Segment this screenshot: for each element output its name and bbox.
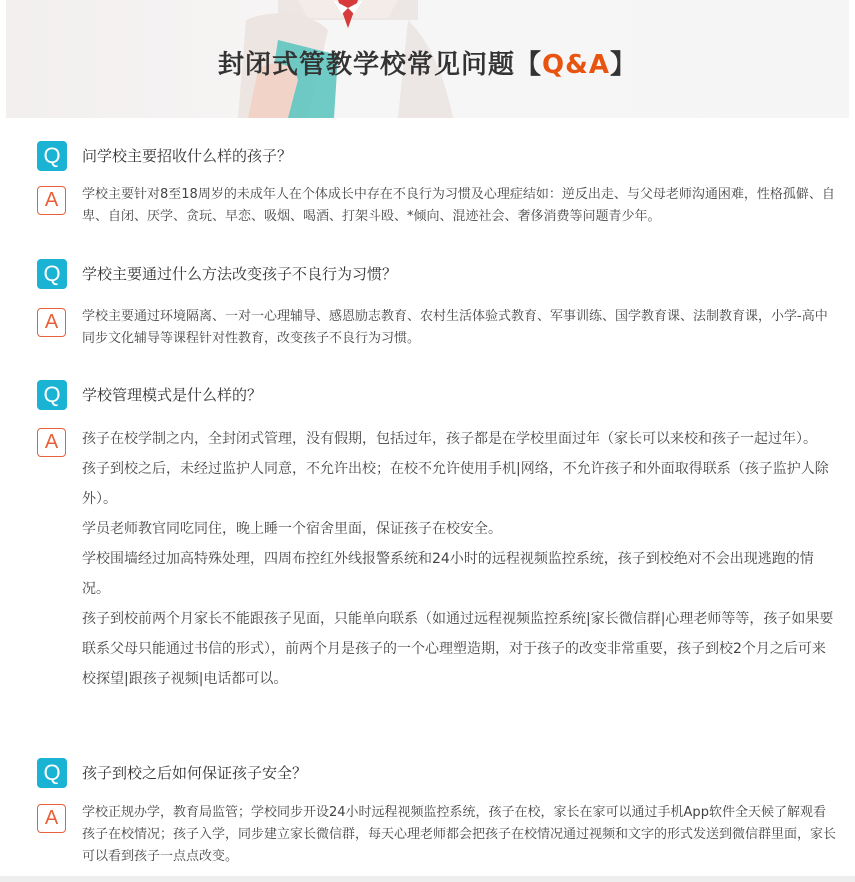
answer-paragraph: 学员老师教官同吃同住，晚上睡一个宿舍里面，保证孩子在校安全。 [82, 521, 502, 537]
answer-paragraph: 学校正规办学，教育局监管；学校同步开设24小时远程视频监控系统，孩子在校，家长在家可以通过手机App软件全天候了解观看孩子在校情况；孩子入学，同步建立家长微信群，每天心理老师都会把孩子在校情况通过视频和文字的形式发送到微信群里面，家长可以看到孩子一点点改变。 [82, 805, 837, 864]
page-title: 封闭式管教学校常见问题【Q&A】 [218, 50, 637, 80]
answer-paragraph: 孩子到校前两个月家长不能跟孩子见面，只能单向联系（如通过远程视频监控系统|家长微信群|心理老师等等，孩子如果要联系父母只能通过书信的形式），前两个月是孩子的一个心理塑造期，对于孩子的改变非常重要，孩子到校2个月之后可来校探望|跟孩子视频|电话都可以。 [82, 611, 834, 687]
answer-text [82, 184, 837, 228]
header-banner [6, 0, 849, 118]
answer-paragraph: 学校围墙经过加高特殊处理，四周布控红外线报警系统和24小时的远程视频监控系统，孩子到校绝对不会出现逃跑的情况。 [82, 551, 814, 597]
answer-icon: A [37, 428, 66, 457]
answer-paragraph: 学校主要通过环境隔离、一对一心理辅导、感恩励志教育、农村生活体验式教育、军事训练、国学教育课、法制教育课，小学-高中同步文化辅导等课程针对性教育，改变孩子不良行为习惯。 [82, 309, 828, 346]
answer-paragraph: 孩子到校之后，未经过监护人同意，不允许出校；在校不允许使用手机|网络，不允许孩子和外面取得联系（孩子监护人除外）。 [82, 461, 829, 507]
question-text: 问学校主要招收什么样的孩子？ [82, 147, 293, 165]
question-icon: Q [37, 259, 67, 289]
answer-paragraph: 学校主要针对8至18周岁的未成年人在个体成长中存在不良行为习惯及心理症结如：逆反出走、与父母老师沟通困难，性格孤僻、自卑、自闭、厌学、贪玩、早恋、吸烟、喝酒、打架斗殴、*倾向、混迹社会、奢侈消费等问题青少年。 [82, 187, 835, 224]
answer-icon: A [37, 308, 66, 337]
question-text: 孩子到校之后如何保证孩子安全？ [82, 764, 308, 782]
answer-text [82, 424, 837, 694]
answer-text [82, 306, 837, 350]
answer-paragraph: 孩子在校学制之内，全封闭式管理，没有假期，包括过年，孩子都是在学校里面过年（家长可以来校和孩子一起过年）。 [82, 431, 817, 447]
question-text: 学校管理模式是什么样的？ [82, 386, 263, 404]
question-icon: Q [37, 380, 67, 410]
answer-icon: A [37, 804, 66, 833]
bottom-divider [0, 876, 855, 882]
question-icon: Q [37, 141, 67, 171]
answer-icon: A [37, 186, 66, 215]
question-icon: Q [37, 758, 67, 788]
answer-text [82, 802, 837, 868]
title-qa-highlight: Q&A [542, 50, 610, 80]
question-text: 学校主要通过什么方法改变孩子不良行为习惯？ [82, 265, 398, 283]
